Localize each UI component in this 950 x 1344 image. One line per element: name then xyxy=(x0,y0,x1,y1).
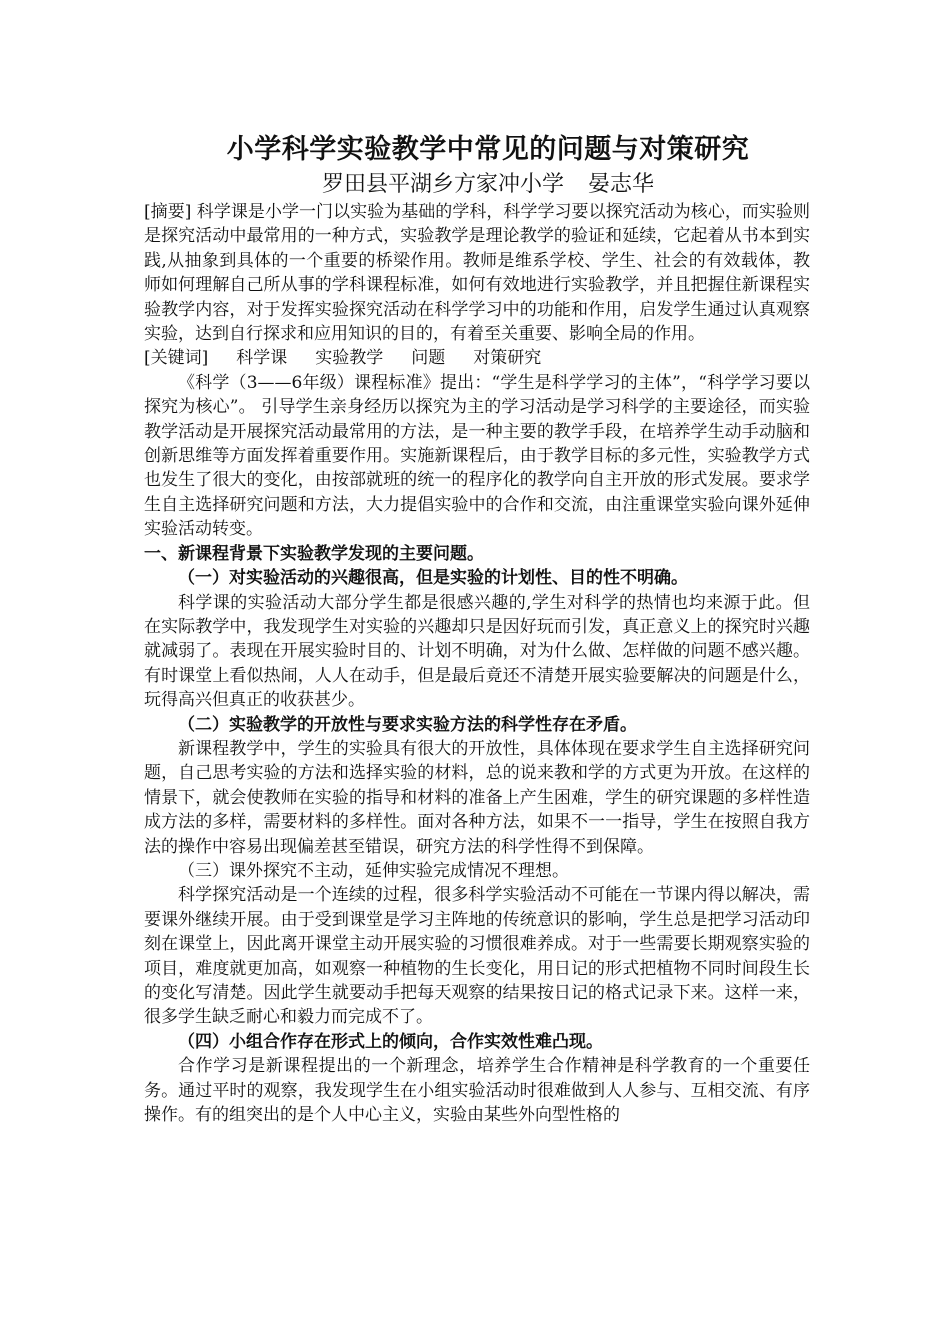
keyword: 实验教学 xyxy=(315,348,384,369)
subsection-heading: （四）小组合作存在形式上的倾向，合作实效性难凸现。 xyxy=(178,1031,603,1052)
keywords-label: [关键词] xyxy=(144,348,209,369)
subsection-heading: （二）实验教学的开放性与要求实验方法的科学性存在矛盾。 xyxy=(178,714,637,735)
intro-paragraph: 《科学（3——6年级）课程标准》提出：“学生是科学学习的主体”，“科学学习要以探究为核心”。 引导学生亲身经历以探究为主的学习活动是学习科学的主要途径，而实验教学活动是开展探究活动最常用的方法，是一种主要的教学手段，在培养学生动手动脑和创新思维等方面发挥着重要作用。实施新课程后，由于教学目标的多元性，实验教学方式也发生了很大的变化，由按部就班的统一的程序化的教学向自主开放的形式发展。要求学生自主选择研究问题和方法，大力提倡实验中的合作和交流，由注重课堂实验向课外延伸实验活动转变。 xyxy=(144,372,810,540)
body-paragraph: 科学课的实验活动大部分学生都是很感兴趣的,学生对科学的热情也均来源于此。但在实际教学中，我发现学生对实验的兴趣却只是因好玩而引发，真正意义上的探究时兴趣就减弱了。表现在开展实验时目的、计划不明确，对为什么做、怎样做的问题不感兴趣。有时课堂上看似热闹，人人在动手，但是最后竟还不清楚开展实验要解决的问题是什么，玩得高兴但真正的收获甚少。 xyxy=(144,592,810,711)
author-line xyxy=(144,170,810,200)
keywords-line xyxy=(144,346,810,370)
body-paragraph: 新课程教学中，学生的实验具有很大的开放性，具体体现在要求学生自主选择研究问题，自己思考实验的方法和选择实验的材料，总的说来教和学的方式更为开放。在这样的情景下，就会使教师在实验的指导和材料的准备上产生困难，学生的研究课题的多样性造成方法的多样，需要材料的多样性。面对各种方法，如果不一一指导，学生在按照自我方法的操作中容易出现偏差甚至错误，研究方法的科学性得不到保障。 xyxy=(144,738,810,857)
document-page xyxy=(144,132,810,1127)
subsection-heading: （三）课外探究不主动，延伸实验完成情况不理想。 xyxy=(178,860,569,881)
keyword: 问题 xyxy=(411,348,446,369)
body-paragraph: 科学探究活动是一个连续的过程，很多科学实验活动不可能在一节课内得以解决，需要课外继续开展。由于受到课堂是学习主阵地的传统意识的影响，学生总是把学习活动印刻在课堂上，因此离开课堂主动开展实验的习惯很难养成。对于一些需要长期观察实验的项目，难度就更加高，如观察一种植物的生长变化，用日记的形式把植物不同时间段生长的变化写清楚。因此学生就要动手把每天观察的结果按日记的格式记录下来。这样一来，很多学生缺乏耐心和毅力而完成不了。 xyxy=(144,885,810,1028)
subsection-heading: （一）对实验活动的兴趣很高，但是实验的计划性、目的性不明确。 xyxy=(178,568,688,589)
keyword: 对策研究 xyxy=(473,348,542,369)
document-title: 小学科学实验教学中常见的问题与对策研究 xyxy=(226,134,750,165)
body-paragraph: 合作学习是新课程提出的一个新理念，培养学生合作精神是科学教育的一个重要任务。通过平时的观察，我发现学生在小组实验活动时很难做到人人参与、互相交流、有序操作。有的组突出的是个人中心主义，实验由某些外向型性格的 xyxy=(144,1056,810,1126)
author-name: 晏志华 xyxy=(588,172,655,197)
keyword: 科学课 xyxy=(236,348,288,369)
section-heading: 一、新课程背景下实验教学发现的主要问题。 xyxy=(144,543,484,564)
abstract-paragraph: [摘要] 科学课是小学一门以实验为基础的学科，科学学习要以探究活动为核心，而实验则是探究活动中最常用的一种方式，实验教学是理论教学的验证和延续，它起着从书本到实践,从抽象到具体的一个重要的桥梁作用。教师是维系学校、学生、社会的有效载体，教师如何理解自己所从事的学科课程标准，如何有效地进行实验教学，并且把握住新课程实验教学内容，对于发挥实验探究活动在科学学习中的功能和作用，启发学生通过认真观察实验，达到自行探求和应用知识的目的，有着至关重要、影响全局的作用。 xyxy=(144,202,810,345)
author-organization: 罗田县平湖乡方家冲小学 xyxy=(321,172,564,197)
